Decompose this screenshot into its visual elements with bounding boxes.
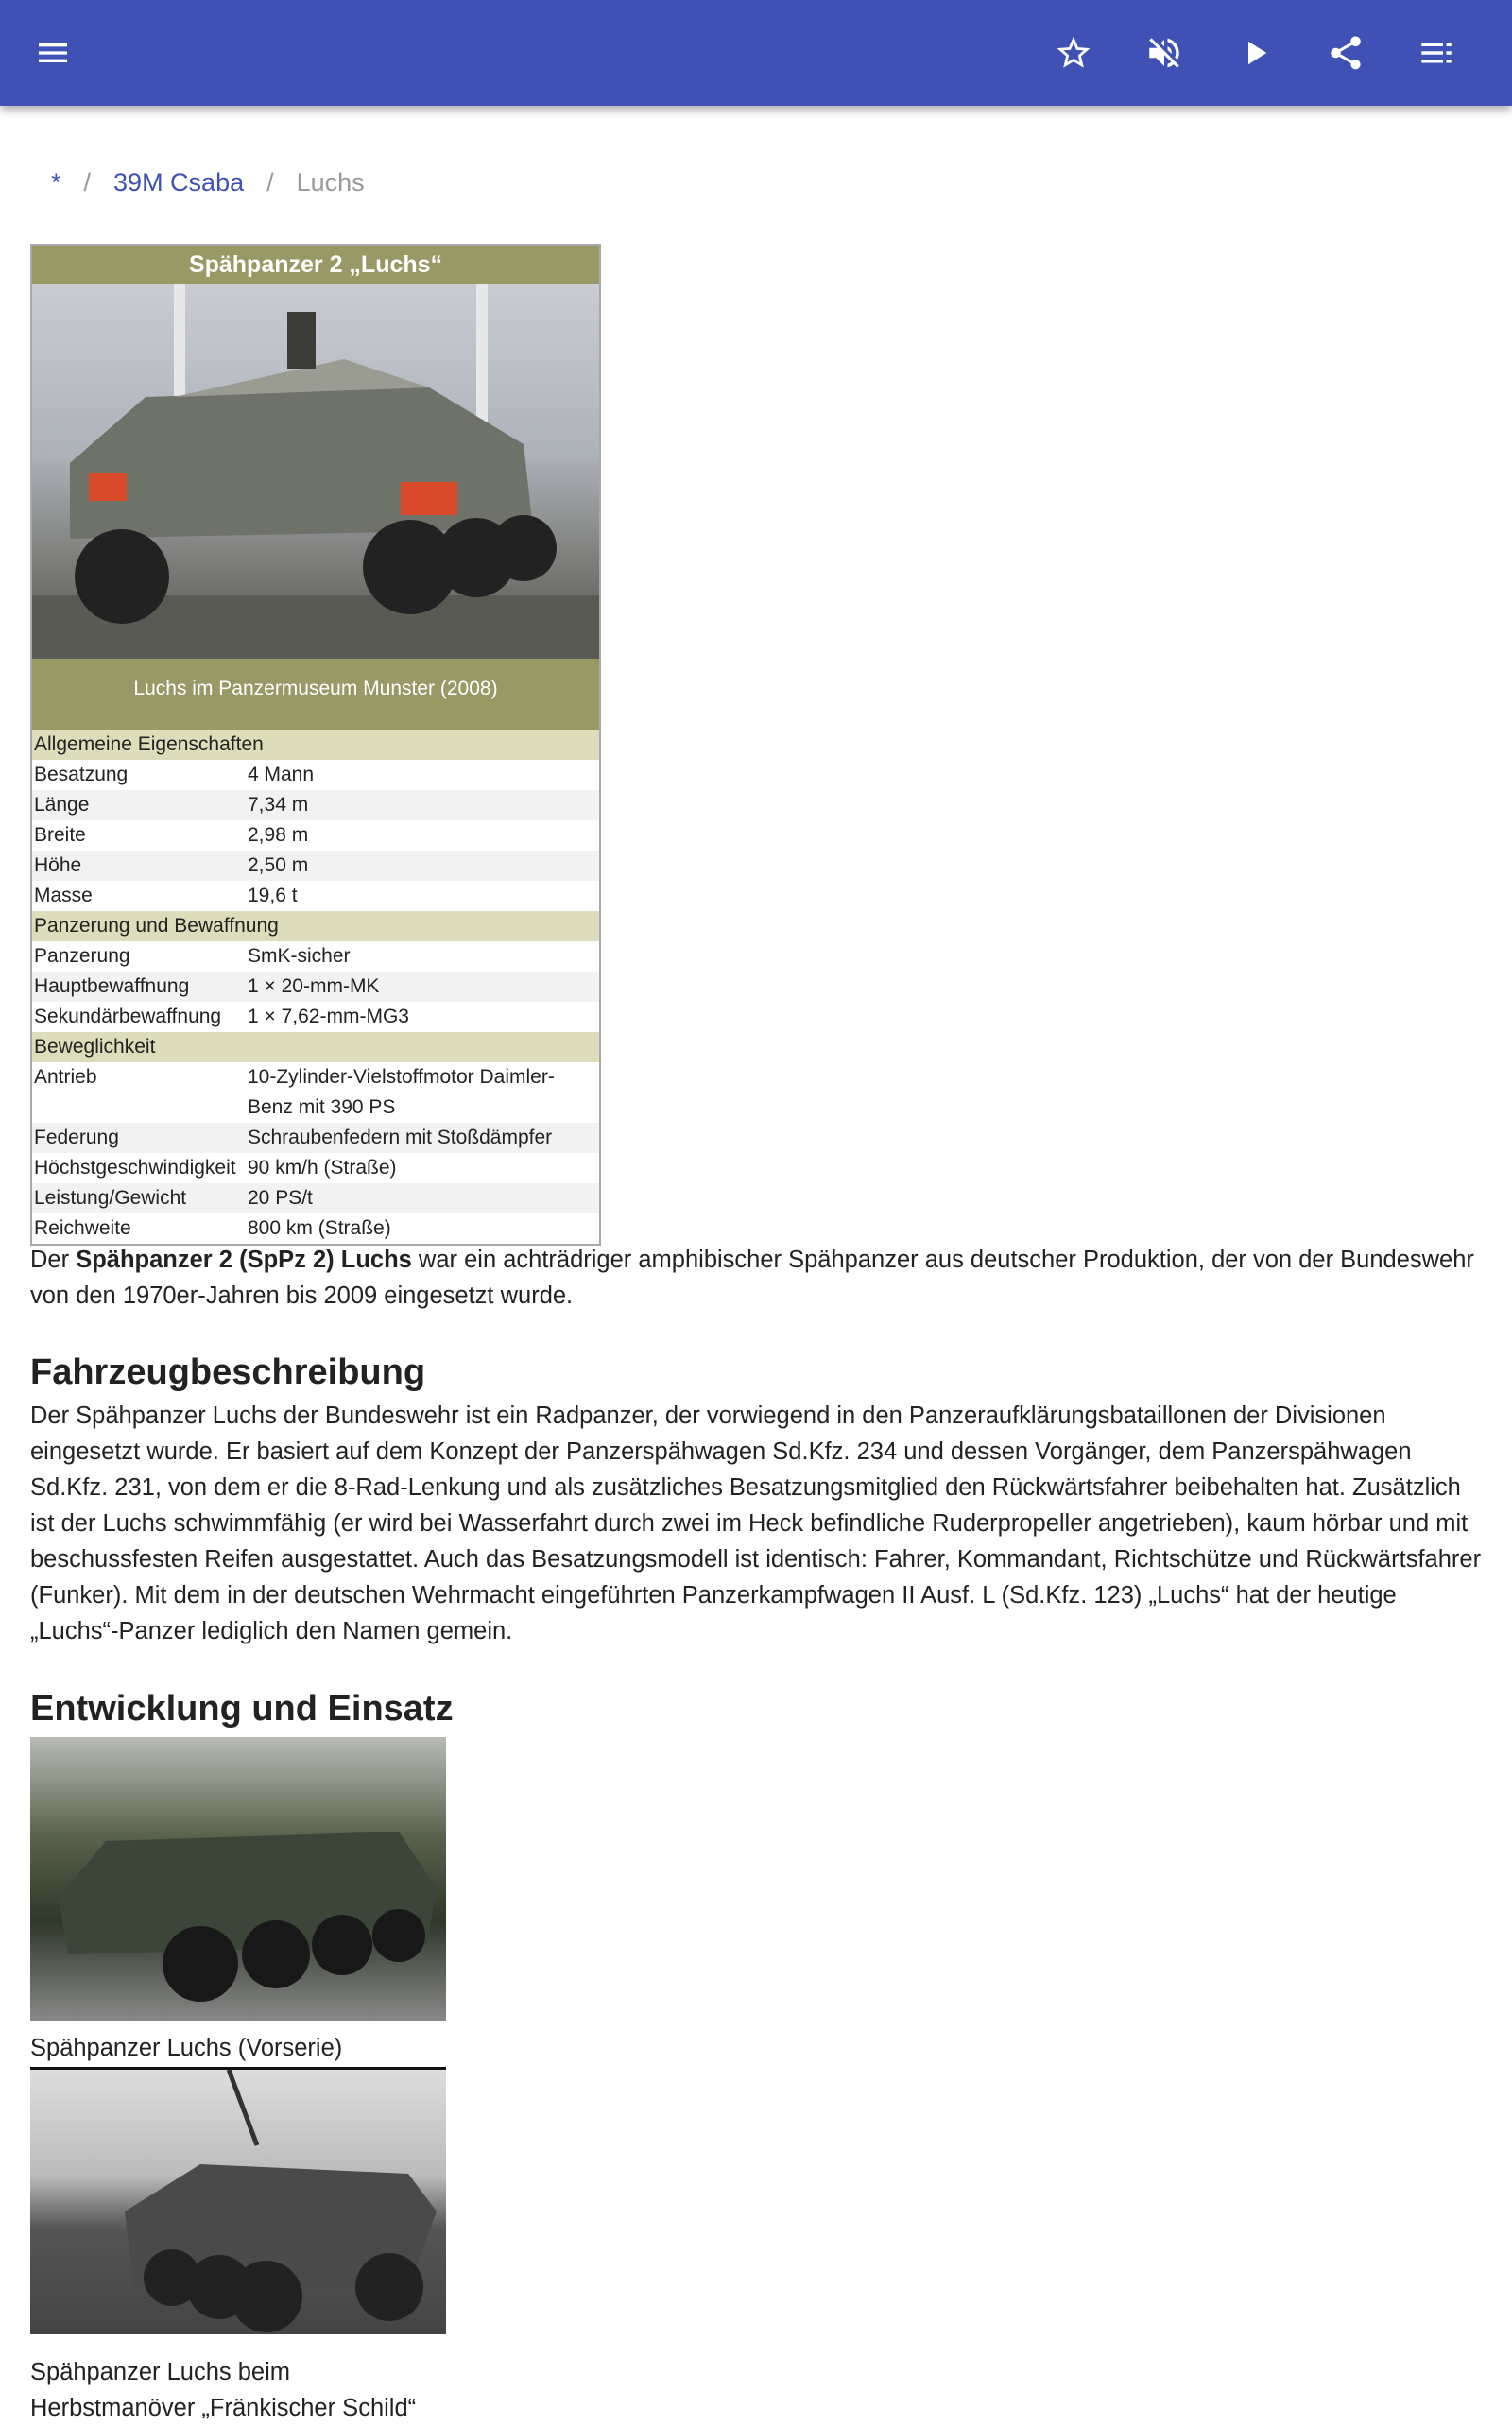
intro-paragraph (30, 1242, 1486, 1314)
property-value: 800 km (Straße) (248, 1217, 391, 1239)
property-value: Schraubenfedern mit Stoßdämpfer (246, 1123, 599, 1153)
share-icon[interactable] (1323, 30, 1368, 76)
infobox-section-header (32, 730, 599, 760)
infobox-table (32, 730, 599, 1244)
infobox-caption: Luchs im Panzermuseum Munster (2008) (32, 659, 599, 730)
infobox-row (32, 1002, 599, 1032)
section-paragraph: Der Spähpanzer Luchs der Bundeswehr ist ein Radpanzer, der vorwiegend in den Panzeraufklärungsbataillonen der Divisionen eingesetzt wurde. Er basiert auf dem Konzept der Panzerspähwagen Sd.Kfz. 234 und dessen Vorgänger, dem Panzerspähwagen Sd.Kfz. 231, von dem er die 8-Rad-Lenkung und als zusätzliches Besatzungsmitglied den Rückwärtsfahrer beibehalten hat. Zusätzlich ist der Luchs schwimmfähig (er wird bei Wasserfahrt durch zwei im Heck befindliche Ruderpropeller angetrieben), kaum hörbar und mit beschussfesten Reifen ausgestattet. Auch das Besatzungsmodell ist identisch: Fahrer, Kommandant, Richtschütze und Rückwärtsfahrer (Funker). Mit dem in der deutschen Wehrmacht eingeführten Panzerkampfwagen II Ausf. L (Sd.Kfz. 123) „Luchs“ hat der heutige „Luchs“-Panzer lediglich den Namen gemein. (30, 1402, 1482, 1644)
property-label: Sekundärbewaffnung (34, 1006, 222, 1027)
play-icon[interactable] (1232, 30, 1278, 76)
breadcrumb-separator: / (266, 168, 274, 197)
menu-icon[interactable] (30, 30, 76, 76)
breadcrumb (51, 168, 365, 198)
star-icon[interactable] (1051, 30, 1096, 76)
infobox-row (32, 972, 599, 1002)
property-label: Hauptbewaffnung (32, 972, 246, 1002)
intro-bold-title: Spähpanzer 2 (SpPz 2) Luchs (76, 1247, 412, 1273)
figure-caption: Spähpanzer Luchs beim Herbstmanöver „Fränkischer Schild“ (30, 2359, 417, 2421)
property-value: 90 km/h (Straße) (248, 1157, 397, 1179)
infobox-row (32, 851, 599, 881)
infobox-row (32, 1213, 599, 1244)
property-label: Länge (32, 790, 246, 820)
property-label: Besatzung (34, 764, 129, 785)
volume-off-icon[interactable] (1142, 30, 1187, 76)
intro-text: war ein achträdriger amphibischer Spähpanzer aus deutscher Produktion, der von der Bundeswehr von den 1970er-Jahren bis 2009 eingesetzt wurde. (30, 1247, 1474, 1309)
property-label: Breite (34, 824, 86, 846)
infobox-row (32, 1183, 599, 1213)
property-value: 1 × 20-mm-MK (246, 972, 599, 1002)
infobox-row (32, 881, 599, 911)
infobox-section-header (32, 1032, 599, 1062)
section-label: Panzerung und Bewaffnung (32, 911, 599, 941)
infobox-row (32, 760, 599, 790)
infobox-row (32, 1153, 599, 1183)
infobox-section-header (32, 911, 599, 941)
section-heading: Fahrzeugbeschreibung (30, 1352, 426, 1392)
property-value: 4 Mann (248, 764, 315, 785)
property-value: 10-Zylinder-Vielstoffmotor Daimler-Benz mit 390 PS (248, 1066, 555, 1118)
infobox-title: Spähpanzer 2 „Luchs“ (32, 246, 599, 284)
breadcrumb-separator: / (83, 168, 92, 197)
infobox-row (32, 1123, 599, 1153)
breadcrumb-home[interactable]: * (51, 168, 61, 197)
intro-text: Der (30, 1247, 77, 1273)
breadcrumb-current: Luchs (296, 168, 365, 197)
property-label: Panzerung (34, 945, 130, 967)
section-label: Allgemeine Eigenschaften (32, 730, 599, 760)
infobox-row (32, 1062, 599, 1123)
property-label: Federung (32, 1123, 246, 1153)
property-label: Masse (34, 885, 93, 906)
infobox-row (32, 941, 599, 972)
figure-image[interactable] (30, 2070, 446, 2334)
figure-image[interactable] (30, 1737, 446, 2021)
property-value: 2,98 m (248, 824, 309, 846)
infobox-row (32, 820, 599, 851)
property-label: Leistung/Gewicht (32, 1183, 246, 1213)
property-value: 20 PS/t (246, 1183, 599, 1213)
property-value: 1 × 7,62-mm-MG3 (248, 1006, 409, 1027)
section-heading: Entwicklung und Einsatz (30, 1689, 454, 1729)
property-label: Reichweite (34, 1217, 131, 1239)
property-value: SmK-sicher (248, 945, 351, 967)
section-label: Beweglichkeit (32, 1032, 599, 1062)
infobox (30, 244, 601, 1246)
app-toolbar (0, 0, 1512, 106)
property-value: 19,6 t (248, 885, 298, 906)
property-label: Höhe (32, 851, 246, 881)
breadcrumb-parent[interactable]: 39M Csaba (113, 168, 245, 197)
property-value: 7,34 m (246, 790, 599, 820)
infobox-row (32, 790, 599, 820)
playlist-icon[interactable] (1414, 30, 1459, 76)
infobox-image[interactable] (32, 284, 599, 659)
property-label: Antrieb (34, 1066, 97, 1088)
property-label: Höchstgeschwindigkeit (34, 1157, 236, 1179)
figure-caption: Spähpanzer Luchs (Vorserie) (30, 2035, 343, 2061)
property-value: 2,50 m (246, 851, 599, 881)
